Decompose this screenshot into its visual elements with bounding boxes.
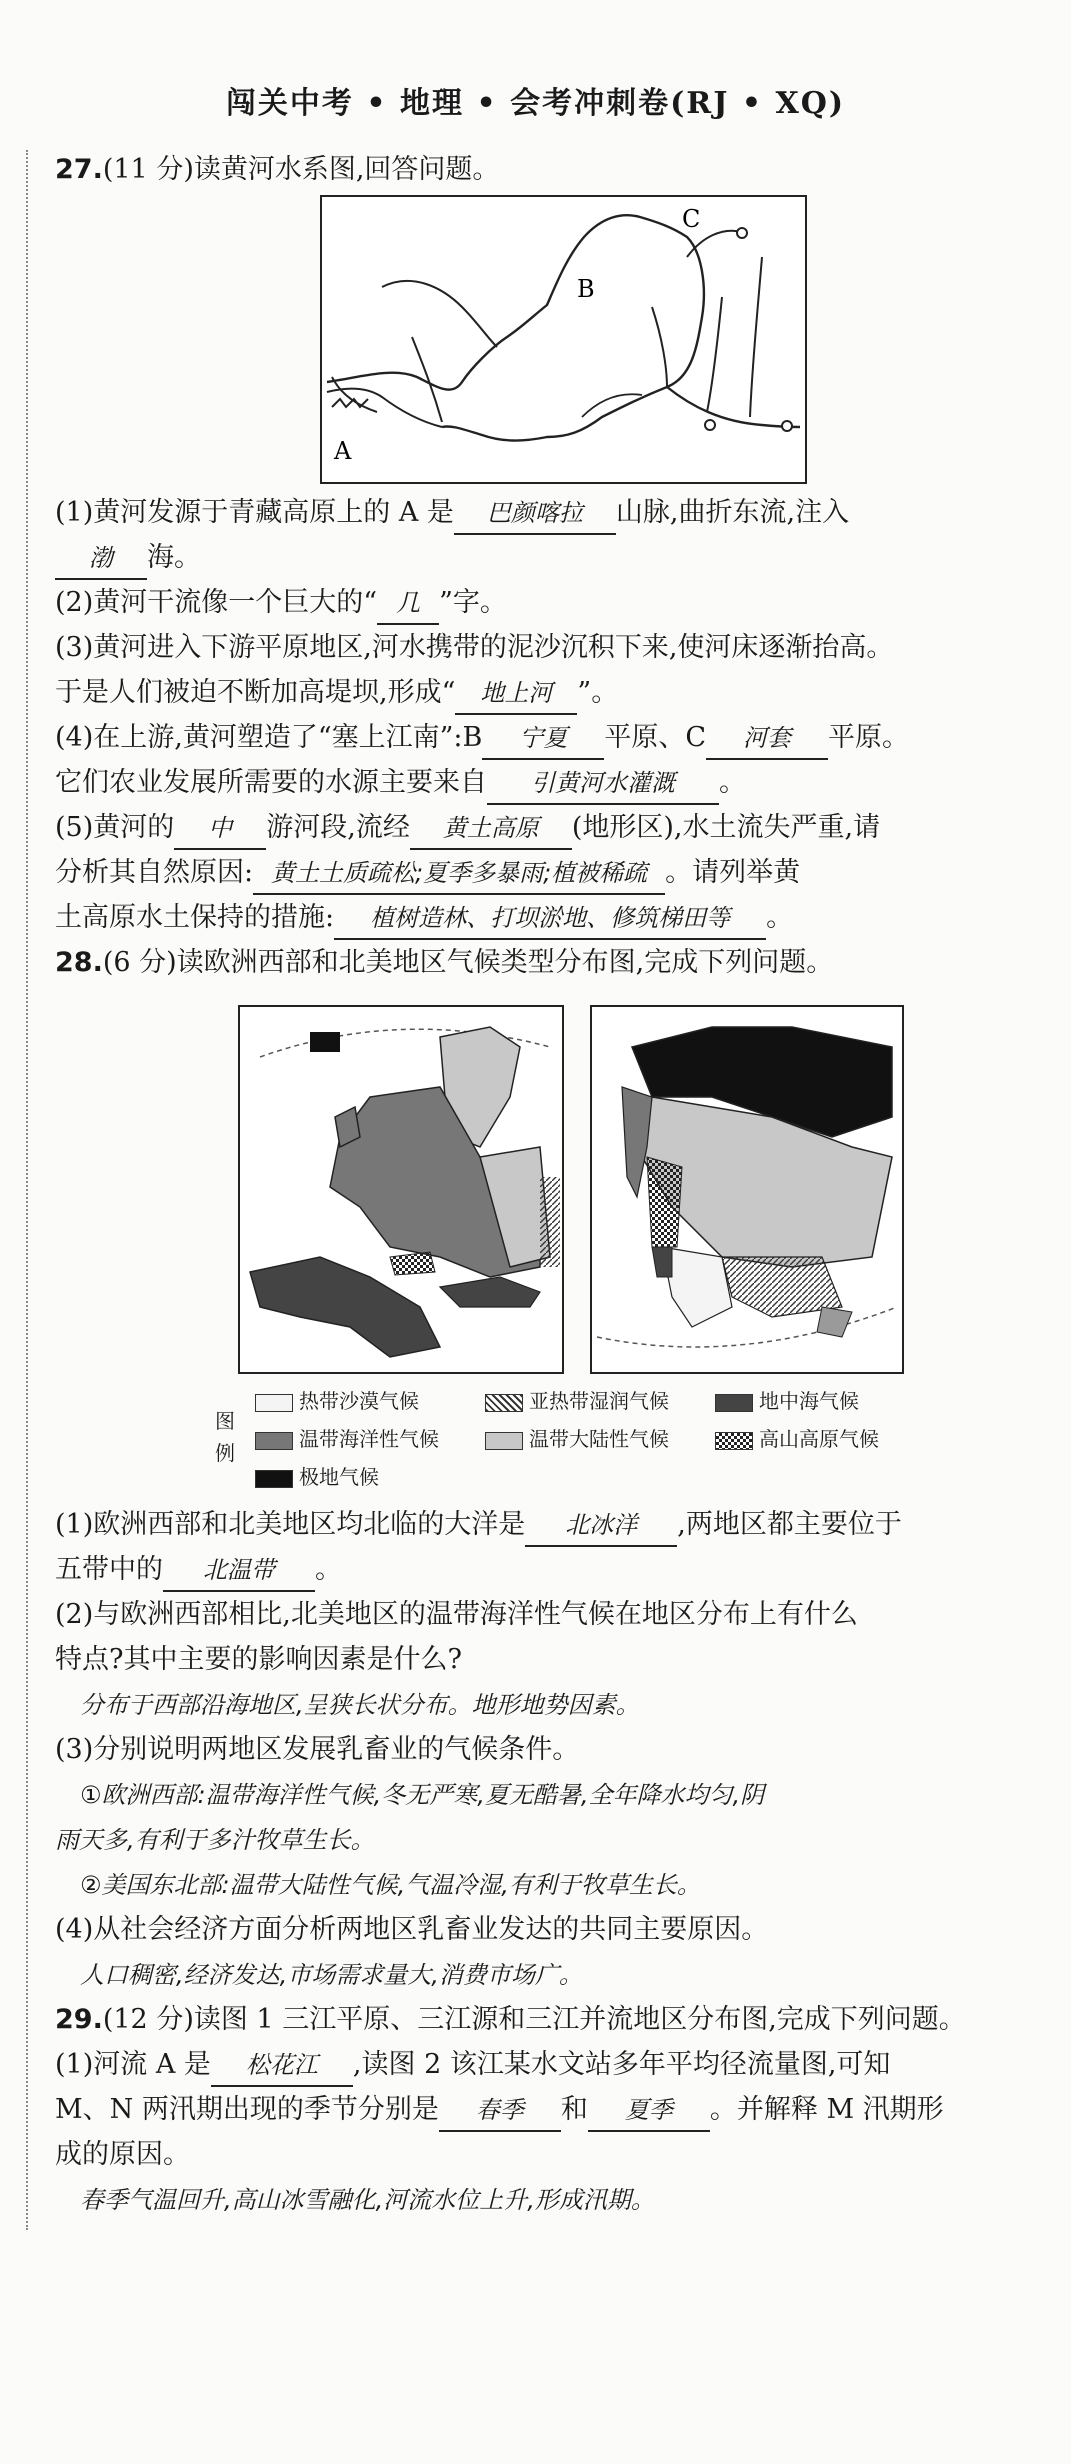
q29-answer-3: 夏季 <box>588 2090 710 2132</box>
legend-item-desert <box>255 1385 419 1414</box>
q27-answer-8: 中 <box>174 808 266 850</box>
q28-s2-line: (2)与欧洲西部相比,北美地区的温带海洋性气候在地区分布上有什么 <box>55 1599 858 1630</box>
q27-title-line <box>55 150 499 190</box>
legend-label: 温带海洋性气候 <box>299 1427 439 1451</box>
q28-answer-6: 人口稠密,经济发达,市场需求量大,消费市场广。 <box>80 1961 583 1989</box>
q27-s5e: 。请列举黄 <box>665 857 801 888</box>
q28-number: 28. <box>55 947 103 978</box>
q27-s4c: 平原。 <box>828 722 910 753</box>
q27-s1-line <box>55 493 849 535</box>
page-header: 闯关中考 • 地理 • 会考冲刺卷(RJ • XQ) <box>225 86 846 121</box>
legend-swatch <box>255 1470 293 1488</box>
legend-label: 高山高原气候 <box>759 1427 879 1451</box>
q27-s5g: 。 <box>766 902 794 933</box>
margin-dotted-line <box>26 150 28 2230</box>
q29-s1-line3: 成的原因。 <box>55 2139 190 2170</box>
q27-s5-line <box>55 808 880 850</box>
legend-item-continental <box>485 1423 669 1452</box>
q27-s3-line2 <box>55 673 618 715</box>
q27-answer-6: 河套 <box>706 718 828 760</box>
q27-s4e: 。 <box>719 767 746 798</box>
legend-swatch <box>715 1394 753 1412</box>
legend-label: 温带大陆性气候 <box>529 1427 669 1451</box>
q28-answer-4a: ①欧洲西部:温带海洋性气候,冬无严寒,夏无酷暑,全年降水均匀,阴 <box>80 1781 765 1809</box>
q28-answer-4b: 雨天多,有利于多汁牧草生长。 <box>55 1826 375 1854</box>
legend-item-polar <box>255 1461 379 1490</box>
q27-answer-2: 渤 <box>55 538 147 580</box>
q27-number: 27. <box>55 154 103 185</box>
q28-answer-3: 分布于西部沿海地区,呈狭长状分布。地形地势因素。 <box>80 1691 640 1719</box>
q27-title: (11 分)读黄河水系图,回答问题。 <box>102 154 500 185</box>
q27-s3c: ”。 <box>577 677 619 708</box>
q27-s5c: (地形区),水土流失严重,请 <box>571 812 881 843</box>
legend-swatch <box>255 1394 293 1412</box>
legend-item-mediterranean <box>715 1385 859 1414</box>
q27-s5a: (5)黄河的 <box>55 812 175 843</box>
q27-answer-5: 宁夏 <box>482 718 604 760</box>
q29-s1c: M、N 两汛期出现的季节分别是 <box>55 2094 439 2125</box>
q27-s4d: 它们农业发展所需要的水源主要来自 <box>55 767 487 798</box>
q28-s2-line2: 特点?其中主要的影响因素是什么? <box>55 1644 462 1675</box>
q27-s1b: 山脉,曲折东流,注入 <box>615 497 850 528</box>
q27-s4-line <box>55 718 909 760</box>
q27-s4b: 平原、C <box>604 722 707 753</box>
q27-s5-line2 <box>55 853 800 895</box>
q29-number: 29. <box>55 2004 103 2035</box>
q27-s1a: (1)黄河发源于青藏高原上的 A 是 <box>55 497 454 528</box>
q27-answer-4: 地上河 <box>455 673 577 715</box>
map-label-a: A <box>334 437 352 465</box>
q29-answer-1: 松花江 <box>211 2045 353 2087</box>
legend-label: 地中海气候 <box>759 1389 859 1413</box>
q28-answer-5: ②美国东北部:温带大陆性气候,气温冷湿,有利于牧草生长。 <box>80 1871 701 1899</box>
map-label-c: C <box>682 205 701 233</box>
q28-s1a: (1)欧洲西部和北美地区均北临的大洋是 <box>55 1509 526 1540</box>
q29-answer-2: 春季 <box>439 2090 561 2132</box>
legend-item-subtropical <box>485 1385 669 1414</box>
q29-s1e: 。并解释 M 汛期形 <box>709 2094 944 2125</box>
legend-label: 热带沙漠气候 <box>299 1389 419 1413</box>
q28-answer-1: 北冰洋 <box>525 1505 677 1547</box>
q27-answer-3: 几 <box>377 583 439 625</box>
yellow-river-svg <box>322 197 805 482</box>
legend-swatch <box>485 1394 523 1412</box>
q28-s1-line <box>55 1505 902 1547</box>
europe-climate-map <box>238 1005 564 1374</box>
q27-s4a: (4)在上游,黄河塑造了“塞上江南”:B <box>55 722 483 753</box>
europe-map-svg <box>240 1007 562 1372</box>
legend-item-oceanic <box>255 1423 439 1452</box>
map-label-b: B <box>577 275 595 303</box>
legend-swatch <box>255 1432 293 1450</box>
q27-answer-10: 黄土土质疏松;夏季多暴雨;植被稀疏 <box>253 853 665 895</box>
q27-s2b: ”字。 <box>439 587 507 618</box>
climate-legend <box>215 1385 965 1515</box>
legend-title: 图例 <box>215 1409 235 1465</box>
q27-s3b: 于是人们被迫不断加高堤坝,形成“ <box>55 677 456 708</box>
q28-s1c: 五带中的 <box>55 1554 163 1585</box>
q27-s5-line3 <box>55 898 793 940</box>
north-america-map-svg <box>592 1007 902 1372</box>
q27-answer-11: 植树造林、打坝淤地、修筑梯田等 <box>334 898 766 940</box>
legend-item-alpine <box>715 1423 879 1452</box>
q28-s4-line: (4)从社会经济方面分析两地区乳畜业发达的共同主要原因。 <box>55 1914 769 1945</box>
q27-answer-9: 黄土高原 <box>410 808 572 850</box>
q27-s1c: 海。 <box>147 542 201 573</box>
q28-title-line <box>55 943 833 983</box>
q27-answer-7: 引黄河水灌溉 <box>487 763 719 805</box>
q28-s3-line: (3)分别说明两地区发展乳畜业的气候条件。 <box>55 1734 580 1765</box>
q28-s1-line2 <box>55 1550 342 1592</box>
q29-title-line <box>55 2000 966 2040</box>
q28-title: (6 分)读欧洲西部和北美地区气候类型分布图,完成下列问题。 <box>102 947 834 978</box>
legend-label: 亚热带湿润气候 <box>529 1389 669 1413</box>
q27-s4-line2 <box>55 763 746 805</box>
legend-swatch <box>715 1432 753 1450</box>
legend-swatch <box>485 1432 523 1450</box>
q27-s1-line2 <box>55 538 201 580</box>
north-america-climate-map <box>590 1005 904 1374</box>
q29-s1-line <box>55 2045 890 2087</box>
q27-s5b: 游河段,流经 <box>266 812 410 843</box>
q29-s1a: (1)河流 A 是 <box>55 2049 211 2080</box>
yellow-river-map <box>320 195 807 484</box>
q27-answer-1: 巴颜喀拉 <box>454 493 616 535</box>
q29-s1-line2 <box>55 2090 944 2132</box>
q28-answer-2: 北温带 <box>163 1550 315 1592</box>
q29-s1d: 和 <box>560 2094 588 2125</box>
q29-s1b: ,读图 2 该江某水文站多年平均径流量图,可知 <box>352 2049 891 2080</box>
q27-s2a: (2)黄河干流像一个巨大的“ <box>55 587 378 618</box>
q29-title: (12 分)读图 1 三江平原、三江源和三江并流地区分布图,完成下列问题。 <box>102 2004 966 2035</box>
q29-answer-4: 春季气温回升,高山冰雪融化,河流水位上升,形成汛期。 <box>80 2186 655 2214</box>
q28-s1b: ,两地区都主要位于 <box>677 1509 902 1540</box>
legend-label: 极地气候 <box>299 1465 379 1489</box>
q27-s5f: 土高原水土保持的措施: <box>55 902 335 933</box>
q27-s5d: 分析其自然原因: <box>55 857 254 888</box>
q27-s3-line: (3)黄河进入下游平原地区,河水携带的泥沙沉积下来,使河床逐渐抬高。 <box>55 632 894 663</box>
q28-s1d: 。 <box>315 1554 342 1585</box>
q27-s2-line <box>55 583 507 625</box>
